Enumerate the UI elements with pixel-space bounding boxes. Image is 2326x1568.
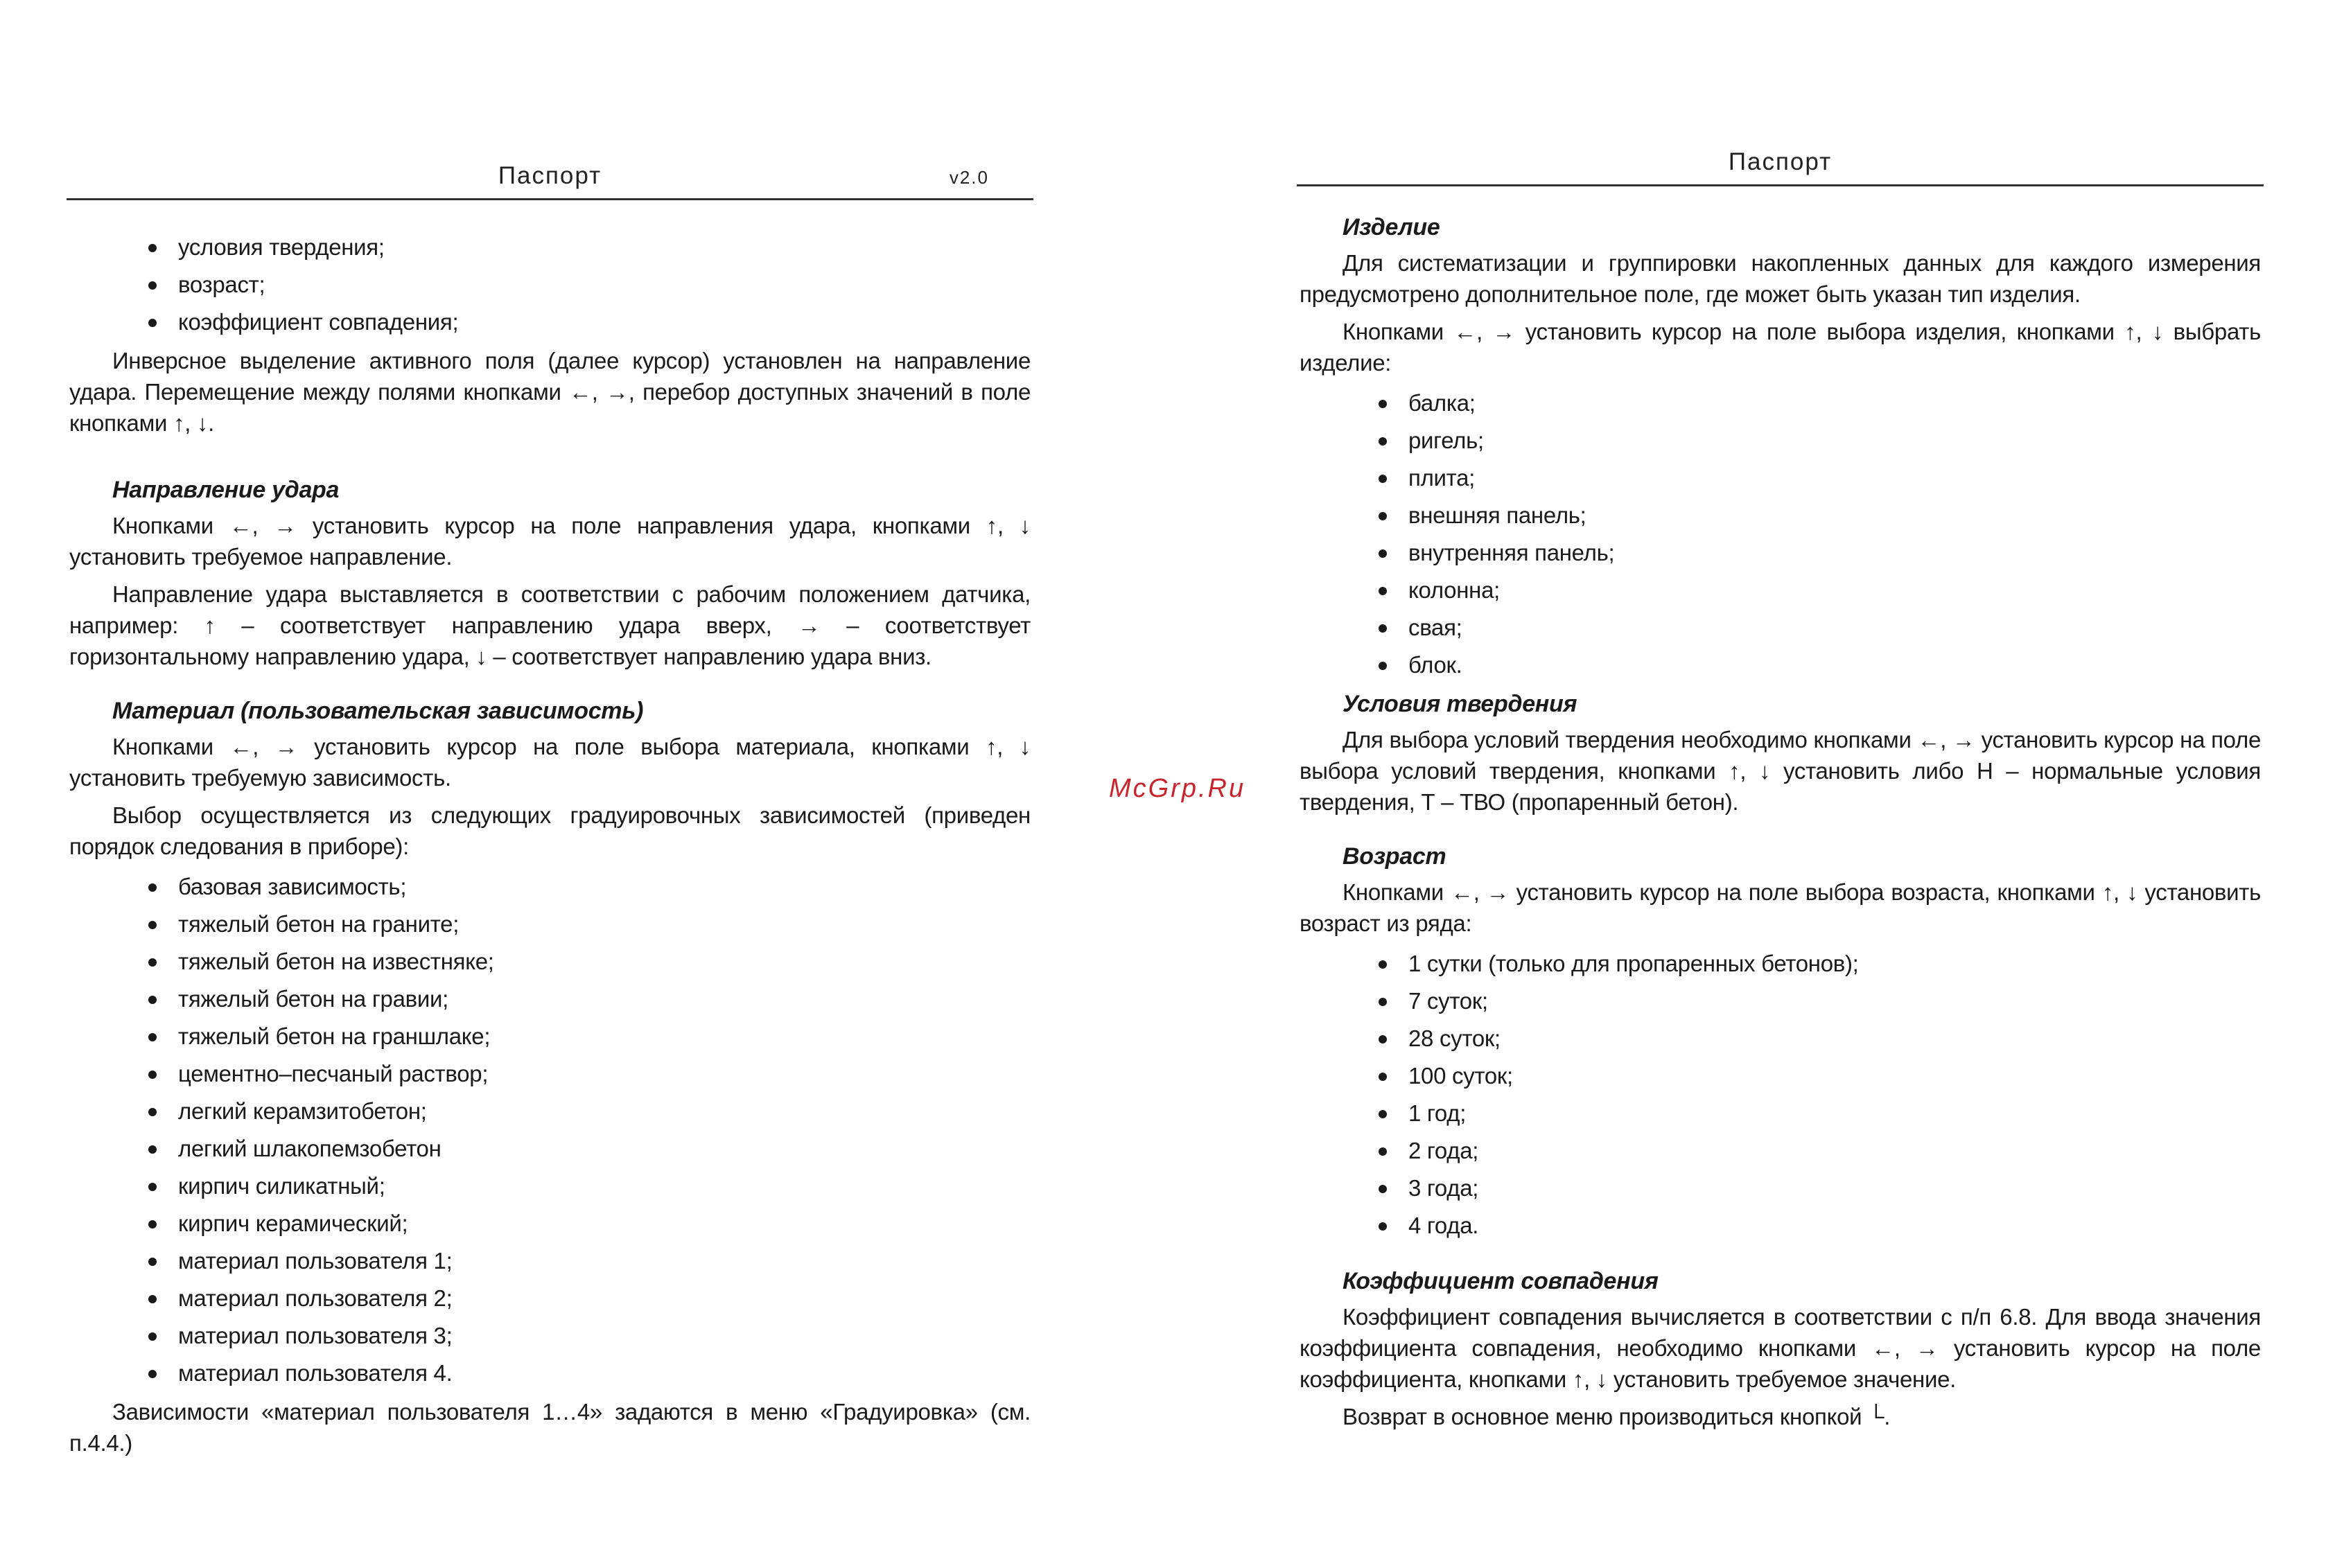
- list-item: легкий шлакопемзобетон: [69, 1130, 1031, 1168]
- bullet-icon: [1379, 1110, 1387, 1118]
- list-item: коэффициент совпадения;: [69, 303, 1031, 341]
- bullet-icon: [1379, 512, 1387, 520]
- section-heading-curing: Условия твердения: [1343, 691, 1577, 717]
- list-item: материал пользователя 4.: [69, 1355, 1031, 1392]
- left-page-content: [69, 229, 1031, 1459]
- bullet-icon: [1379, 549, 1387, 558]
- bullet-icon: [148, 1145, 157, 1154]
- bullet-icon: [1379, 587, 1387, 595]
- section-heading-material: Материал (пользовательская зависимость): [112, 698, 644, 724]
- list-item: тяжелый бетон на граните;: [69, 906, 1031, 943]
- list-item: 1 сутки (только для пропаренных бетонов);: [1300, 945, 2261, 983]
- list-item: ригель;: [1300, 422, 2261, 459]
- bullet-icon: [148, 319, 157, 327]
- list-item: внешняя панель;: [1300, 497, 2261, 534]
- list-item: материал пользователя 3;: [69, 1317, 1031, 1355]
- material-list: [69, 868, 1031, 1392]
- list-item: свая;: [1300, 609, 2261, 646]
- list-item: кирпич силикатный;: [69, 1168, 1031, 1205]
- list-item: 4 года.: [1300, 1207, 2261, 1244]
- section-heading-product: Изделие: [1343, 214, 1440, 240]
- bullet-icon: [148, 1183, 157, 1191]
- paragraph: Направление удара выставляется в соответствии с рабочим положением датчика, например: ↑ – соответствует направлению удара вверх, → – соответствует горизонтальному направлению удара, ↓ – соответствует направлению удара вниз.: [69, 581, 1031, 669]
- section-heading-impact-direction: Направление удара: [112, 477, 340, 503]
- bullet-icon: [148, 281, 157, 290]
- bullet-icon: [148, 1220, 157, 1228]
- bullet-icon: [1379, 1073, 1387, 1081]
- paragraph: Кнопками ←, → установить курсор на поле выбора возраста, кнопками ↑, ↓ установить возраст из ряда:: [1300, 879, 2261, 936]
- material-note: Зависимости «материал пользователя 1…4» задаются в меню «Градуировка» (см. п.4.4.): [69, 1399, 1031, 1456]
- paragraph: Возврат в основное меню производиться кнопкой └.: [1343, 1404, 1891, 1429]
- bullet-icon: [148, 1071, 157, 1079]
- bullet-icon: [1379, 437, 1387, 446]
- bullet-icon: [148, 996, 157, 1004]
- bullet-icon: [148, 1370, 157, 1378]
- bullet-icon: [1379, 1035, 1387, 1043]
- age-list: [1300, 945, 2261, 1244]
- list-item: 3 года;: [1300, 1170, 2261, 1207]
- bullet-icon: [1379, 624, 1387, 633]
- list-item: 7 суток;: [1300, 983, 2261, 1020]
- paragraph: Выбор осуществляется из следующих градуировочных зависимостей (приведен порядок следования в приборе):: [69, 802, 1031, 859]
- list-item: тяжелый бетон на гравии;: [69, 980, 1031, 1018]
- right-page-content: [1300, 211, 2261, 1432]
- list-item: тяжелый бетон на граншлаке;: [69, 1018, 1031, 1055]
- bullet-icon: [148, 1332, 157, 1341]
- bullet-icon: [1379, 960, 1387, 969]
- paragraph: Кнопками ←, → установить курсор на поле выбора материала, кнопками ↑, ↓ установить требуемую зависимость.: [69, 734, 1031, 791]
- intro-paragraph: Инверсное выделение активного поля (далее курсор) установлен на направление удара. Перемещение между полями кнопками ←, →, перебор доступных значений в поле кнопками ↑, ↓.: [69, 348, 1031, 436]
- bullet-icon: [148, 883, 157, 892]
- bullet-icon: [148, 1258, 157, 1266]
- list-item: 100 суток;: [1300, 1057, 2261, 1095]
- list-item: внутренняя панель;: [1300, 534, 2261, 572]
- list-item: блок.: [1300, 646, 2261, 684]
- bullet-icon: [1379, 1222, 1387, 1231]
- list-item: 1 год;: [1300, 1095, 2261, 1132]
- page-title: Паспорт: [1728, 148, 1833, 175]
- product-list: [1300, 385, 2261, 684]
- bullet-icon: [148, 1295, 157, 1303]
- watermark: McGrp.Ru: [1109, 774, 1246, 803]
- list-item: колонна;: [1300, 572, 2261, 609]
- bullet-icon: [1379, 998, 1387, 1006]
- bullet-icon: [148, 921, 157, 929]
- bullet-icon: [148, 1033, 157, 1041]
- list-item: материал пользователя 2;: [69, 1280, 1031, 1317]
- bullet-icon: [1379, 662, 1387, 670]
- list-item: тяжелый бетон на известняке;: [69, 943, 1031, 980]
- paragraph: Для систематизации и группировки накопленных данных для каждого измерения предусмотрено дополнительное поле, где может быть указан тип изделия.: [1300, 250, 2261, 307]
- bullet-icon: [1379, 475, 1387, 483]
- paragraph: Для выбора условий твердения необходимо кнопками ←, → установить курсор на поле выбора условий твердения, кнопками ↑, ↓ установить либо Н – нормальные условия твердения, Т – ТВО (пропаренный бетон).: [1300, 727, 2261, 815]
- bullet-icon: [1379, 1185, 1387, 1193]
- paragraph: Кнопками ←, → установить курсор на поле выбора изделия, кнопками ↑, ↓ выбрать изделие:: [1300, 319, 2261, 376]
- top-items-list: [69, 229, 1031, 341]
- list-item: 28 суток;: [1300, 1020, 2261, 1057]
- page-header: [1297, 136, 2264, 186]
- list-item: легкий керамзитобетон;: [69, 1093, 1031, 1130]
- bullet-icon: [1379, 400, 1387, 408]
- list-item: 2 года;: [1300, 1132, 2261, 1170]
- list-item: возраст;: [69, 266, 1031, 303]
- section-heading-age: Возраст: [1343, 843, 1446, 870]
- list-item: условия твердения;: [69, 229, 1031, 266]
- bullet-icon: [1379, 1147, 1387, 1156]
- page-header: [67, 152, 1033, 200]
- page-title: Паспорт: [498, 162, 602, 189]
- bullet-icon: [148, 958, 157, 967]
- list-item: плита;: [1300, 459, 2261, 497]
- list-item: балка;: [1300, 385, 2261, 422]
- bullet-icon: [148, 1108, 157, 1116]
- paragraph: Кнопками ←, → установить курсор на поле направления удара, кнопками ↑, ↓ установить требуемое направление.: [69, 513, 1031, 570]
- section-heading-coefficient: Коэффициент совпадения: [1343, 1268, 1659, 1294]
- list-item: материал пользователя 1;: [69, 1242, 1031, 1280]
- bullet-icon: [148, 244, 157, 252]
- paragraph: Коэффициент совпадения вычисляется в соответствии с п/п 6.8. Для ввода значения коэффициента совпадения, необходимо кнопками ←, → установить курсор на поле коэффициента, кнопками ↑, ↓ установить требуемое значение.: [1300, 1304, 2261, 1392]
- version-label: v2.0: [949, 167, 989, 188]
- list-item: базовая зависимость;: [69, 868, 1031, 906]
- list-item: цементно–песчаный раствор;: [69, 1055, 1031, 1093]
- list-item: кирпич керамический;: [69, 1205, 1031, 1242]
